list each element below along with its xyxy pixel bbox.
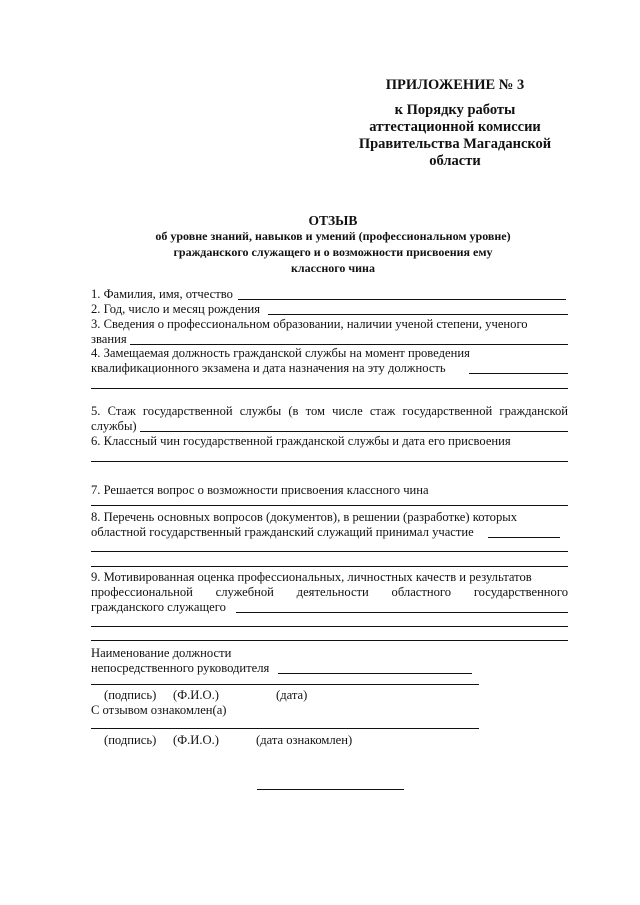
field-label-education: 3. Сведения о профессиональном образовании, наличии ученой степени, ученого (91, 317, 528, 331)
field-line-assessment-2[interactable] (91, 626, 568, 627)
field-line-position-2[interactable] (91, 388, 568, 389)
manager-label: непосредственного руководителя (91, 661, 270, 675)
fio-caption-1: (Ф.И.О.) (173, 688, 219, 702)
field-label-birth: 2. Год, число и месяц рождения (91, 302, 261, 316)
field-label-assessment-cont-2: гражданского служащего (91, 600, 226, 614)
field-label-education-cont: звания (91, 332, 127, 346)
field-line-main-issues[interactable] (488, 537, 560, 538)
form-subtitle-2: гражданского служащего и о возможности присвоения ему (173, 245, 493, 259)
signature-caption-1: (подпись) (104, 688, 157, 702)
field-line-education[interactable] (130, 344, 568, 345)
field-line-main-issues-2[interactable] (91, 551, 568, 552)
field-label-fio: 1. Фамилия, имя, отчество (91, 287, 233, 301)
position-label: Наименование должности (91, 646, 232, 660)
field-line-assessment-3[interactable] (91, 640, 568, 641)
field-label-rank-question: 7. Решается вопрос о возможности присвоения классного чина (91, 483, 429, 497)
field-label-main-issues-cont: областной государственный гражданский служащий принимал участие (91, 525, 474, 539)
field-label-position: 4. Замещаемая должность гражданской службы на момент проведения (91, 346, 470, 360)
form-subtitle-3: классного чина (291, 261, 375, 275)
form-title: ОТЗЫВ (308, 213, 358, 228)
closing-rule (257, 789, 404, 790)
field-label-class-rank: 6. Классный чин государственной гражданской службы и дата его присвоения (91, 434, 511, 448)
form-subtitle-1: об уровне знаний, навыков и умений (профессиональном уровне) (155, 229, 511, 243)
appendix-line-1: к Порядку работы (394, 102, 516, 118)
field-line-class-rank[interactable] (91, 461, 568, 462)
field-line-fio[interactable] (238, 299, 566, 300)
appendix-line-2: аттестационной комиссии (369, 119, 541, 135)
appendix-line-4: области (429, 153, 481, 169)
field-label-main-issues: 8. Перечень основных вопросов (документов), в решении (разработке) которых (91, 510, 518, 524)
signature-caption-2: (подпись) (104, 733, 157, 747)
field-label-position-cont: квалификационного экзамена и дата назначения на эту должность (91, 361, 446, 375)
appendix-title: ПРИЛОЖЕНИЕ № 3 (385, 77, 525, 93)
field-line-birth[interactable] (268, 314, 568, 315)
field-label-assessment-cont: профессиональной служебной деятельности областного государственного (91, 585, 568, 599)
date-caption-1: (дата) (276, 688, 308, 702)
appendix-line-3: Правительства Магаданской (358, 136, 552, 152)
date-caption-2: (дата ознакомлен) (256, 733, 353, 747)
field-line-assessment[interactable] (236, 612, 568, 613)
field-line-rank-question[interactable] (91, 505, 568, 506)
signature-line-2[interactable] (91, 728, 479, 729)
fio-caption-2: (Ф.И.О.) (173, 733, 219, 747)
manager-line[interactable] (278, 673, 472, 674)
field-label-assessment: 9. Мотивированная оценка профессиональных, личностных качеств и результатов (91, 570, 532, 584)
field-line-position[interactable] (469, 373, 568, 374)
field-label-service-length: 5. Стаж государственной службы (в том числе стаж государственной гражданской (91, 404, 568, 418)
signature-line-1[interactable] (91, 684, 479, 685)
acquainted-label: С отзывом ознакомлен(а) (91, 703, 227, 717)
field-label-service-length-cont: службы) (91, 419, 137, 433)
field-line-service-length[interactable] (140, 431, 568, 432)
field-line-main-issues-3[interactable] (91, 566, 568, 567)
